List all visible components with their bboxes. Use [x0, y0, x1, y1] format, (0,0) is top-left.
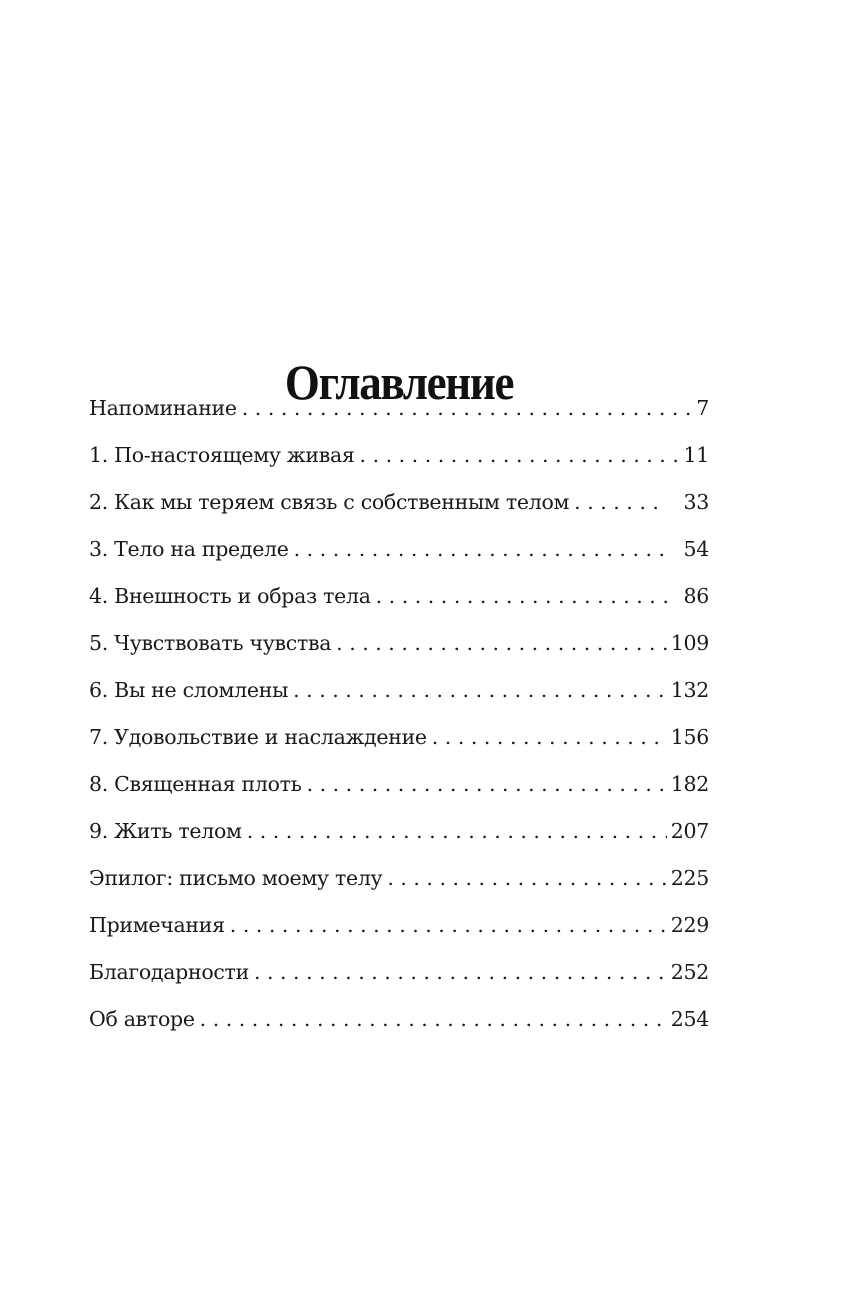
toc-entry-page: 207	[670, 819, 709, 843]
toc-entry-page: 33	[683, 490, 709, 514]
toc-entry-label: 4. Внешность и образ тела	[89, 584, 371, 608]
toc-entry-acknowledgements	[89, 952, 709, 999]
toc-entry-about-author	[89, 999, 709, 1046]
dot-leader	[336, 623, 667, 663]
toc-entry-page: 229	[670, 913, 709, 937]
dot-leader	[294, 529, 667, 569]
dot-leader	[432, 717, 667, 757]
toc-entry-label: Примечания	[89, 913, 225, 937]
dot-leader	[387, 858, 666, 898]
dot-leader	[307, 764, 667, 804]
toc-entry-label: 3. Тело на пределе	[89, 537, 289, 561]
toc-entry-chapter-2	[89, 482, 709, 529]
toc-entry-label: 6. Вы не сломлены	[89, 678, 289, 702]
toc-entry-chapter-1	[89, 435, 709, 482]
toc-entry-page: 132	[670, 678, 709, 702]
toc-entry-page: 156	[670, 725, 709, 749]
page-title: Оглавление	[284, 353, 514, 410]
dot-leader	[242, 388, 692, 428]
dot-leader	[293, 670, 667, 710]
toc-entry-page: 86	[683, 584, 709, 608]
toc-entry-page: 54	[683, 537, 709, 561]
toc-entry-label: 1. По-настоящему живая	[89, 443, 355, 467]
toc-entry-label: 2. Как мы теряем связь с собственным телом	[89, 490, 570, 514]
toc-entry-chapter-5	[89, 623, 709, 670]
toc-entry-label: 8. Священная плоть	[89, 772, 302, 796]
toc-entry-label: Благодарности	[89, 960, 249, 984]
table-of-contents	[89, 388, 709, 1046]
toc-entry-label: 9. Жить телом	[89, 819, 242, 843]
toc-entry-label: Эпилог: письмо моему телу	[89, 866, 383, 890]
toc-entry-page: 7	[696, 396, 709, 420]
toc-entry-chapter-3	[89, 529, 709, 576]
dot-leader	[254, 952, 667, 992]
toc-entry-chapter-6	[89, 670, 709, 717]
dot-leader	[376, 576, 667, 616]
toc-entry-chapter-9	[89, 811, 709, 858]
toc-entry-page: 252	[670, 960, 709, 984]
toc-entry-chapter-8	[89, 764, 709, 811]
dot-leader	[574, 482, 667, 522]
toc-entry-label: Об авторе	[89, 1007, 195, 1031]
toc-entry-reminder	[89, 388, 709, 435]
dot-leader	[200, 999, 667, 1039]
dot-leader	[230, 905, 667, 945]
toc-entry-label: 5. Чувствовать чувства	[89, 631, 332, 655]
toc-entry-page: 254	[670, 1007, 709, 1031]
dot-leader	[247, 811, 667, 851]
toc-entry-page: 11	[683, 443, 709, 467]
toc-entry-chapter-4	[89, 576, 709, 623]
toc-entry-page: 109	[670, 631, 709, 655]
toc-entry-notes	[89, 905, 709, 952]
toc-entry-page: 225	[670, 866, 709, 890]
toc-entry-chapter-7	[89, 717, 709, 764]
toc-entry-epilogue	[89, 858, 709, 905]
dot-leader	[360, 435, 680, 475]
toc-entry-page: 182	[670, 772, 709, 796]
toc-entry-label: Напоминание	[89, 396, 237, 420]
toc-entry-label: 7. Удовольствие и наслаждение	[89, 725, 427, 749]
